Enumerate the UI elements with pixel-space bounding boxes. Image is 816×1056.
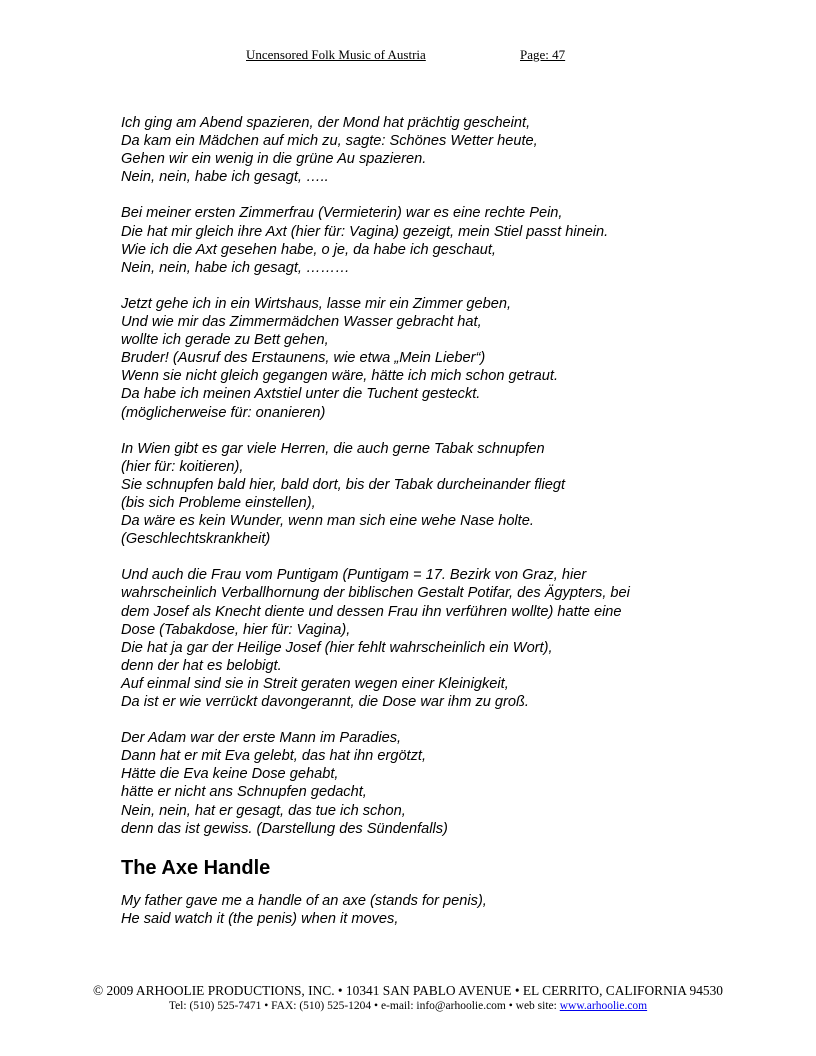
lyric-line: Dose (Tabakdose, hier für: Vagina),: [121, 621, 351, 638]
lyric-line: hätte er nicht ans Schnupfen gedacht,: [121, 784, 367, 801]
lyric-line: Da wäre es kein Wunder, wenn man sich eine wehe Nase holte.: [121, 513, 534, 530]
copyright-line: © 2009 ARHOOLIE PRODUCTIONS, INC. • 10341 SAN PABLO AVENUE • EL CERRITO, CALIFORNIA 94530: [93, 983, 723, 998]
lyric-line: wollte ich gerade zu Bett gehen,: [121, 332, 329, 349]
lyric-line: Da kam ein Mädchen auf mich zu, sagte: Schönes Wetter heute,: [121, 133, 538, 150]
lyric-line: Gehen wir ein wenig in die grüne Au spazieren.: [121, 151, 427, 168]
lyric-line: Nein, nein, habe ich gesagt, ………: [121, 259, 350, 276]
lyric-line: Die hat ja gar der Heilige Josef (hier fehlt wahrscheinlich ein Wort),: [121, 639, 553, 656]
lyric-line: Bei meiner ersten Zimmerfrau (Vermieterin) war es eine rechte Pein,: [121, 205, 563, 222]
lyric-line: Dann hat er mit Eva gelebt, das hat ihn ergötzt,: [121, 748, 427, 765]
lyric-line: Hätte die Eva keine Dose gehabt,: [121, 766, 339, 783]
website-link[interactable]: www.arhoolie.com: [559, 1000, 648, 1012]
page-number: Page: 47: [520, 47, 566, 62]
lyric-line: Auf einmal sind sie in Streit geraten wegen einer Kleinigkeit,: [121, 675, 509, 692]
lyric-line: (möglicherweise für: onanieren): [121, 404, 326, 421]
lyric-line: Nein, nein, hat er gesagt, das tue ich schon,: [121, 802, 406, 819]
lyric-line: (hier für: koitieren),: [121, 458, 244, 475]
section-heading: The Axe Handle: [121, 856, 271, 879]
lyric-line: Wenn sie nicht gleich gegangen wäre, hätte ich mich schon getraut.: [121, 368, 558, 385]
lyric-line: Da ist er wie verrückt davongerannt, die Dose war ihm zu groß.: [121, 694, 529, 710]
lyric-line: Ich ging am Abend spazieren, der Mond hat prächtig gescheint,: [121, 115, 531, 131]
lyric-line: Da habe ich meinen Axtstiel unter die Tuchent gesteckt.: [121, 386, 481, 403]
contact-line: [0, 999, 816, 1014]
lyric-line: Und auch die Frau vom Puntigam (Puntigam = 17. Bezirk von Graz, hier: [121, 567, 587, 584]
lyric-line: My father gave me a handle of an axe (stands for penis),: [121, 892, 487, 909]
lyric-line: (bis sich Probleme einstellen),: [121, 494, 316, 511]
lyric-line: Nein, nein, habe ich gesagt, …..: [121, 169, 329, 186]
page-footer: [0, 983, 816, 1014]
lyric-line: denn der hat es belobigt.: [121, 657, 282, 674]
stanza: [121, 440, 721, 549]
lyric-line: He said watch it (the penis) when it moves,: [121, 910, 399, 927]
stanza: [121, 729, 721, 838]
contact-text: Tel: (510) 525-7471 • FAX: (510) 525-1204 • e-mail: info@arhoolie.com • web site:: [168, 1000, 560, 1012]
lyric-line: wahrscheinlich Verballhornung der biblischen Gestalt Potifar, des Ägypters, bei: [121, 585, 630, 602]
lyrics-body: [121, 114, 721, 946]
lyric-line: (Geschlechtskrankheit): [121, 531, 271, 548]
stanza: [121, 566, 721, 711]
lyric-line: denn das ist gewiss. (Darstellung des Sündenfalls): [121, 820, 448, 837]
stanza: [121, 892, 721, 928]
stanza: [121, 295, 721, 422]
lyric-line: Der Adam war der erste Mann im Paradies,: [121, 730, 402, 747]
stanza: [121, 114, 721, 186]
lyric-line: Jetzt gehe ich in ein Wirtshaus, lasse mir ein Zimmer geben,: [121, 295, 512, 312]
stanza: [121, 204, 721, 276]
document-title: Uncensored Folk Music of Austria: [246, 47, 426, 62]
lyric-line: Und wie mir das Zimmermädchen Wasser gebracht hat,: [121, 314, 482, 331]
lyric-line: Die hat mir gleich ihre Axt (hier für: Vagina) gezeigt, mein Stiel passt hinein.: [121, 223, 609, 240]
lyric-line: Bruder! (Ausruf des Erstaunens, wie etwa „Mein Lieber“): [121, 350, 486, 367]
lyric-line: Wie ich die Axt gesehen habe, o je, da habe ich geschaut,: [121, 241, 496, 258]
lyric-line: dem Josef als Knecht diente und dessen Frau ihn verführen wollte) hatte eine: [121, 603, 622, 620]
lyric-line: In Wien gibt es gar viele Herren, die auch gerne Tabak schnupfen: [121, 440, 545, 457]
lyric-line: Sie schnupfen bald hier, bald dort, bis der Tabak durcheinander fliegt: [121, 476, 566, 493]
